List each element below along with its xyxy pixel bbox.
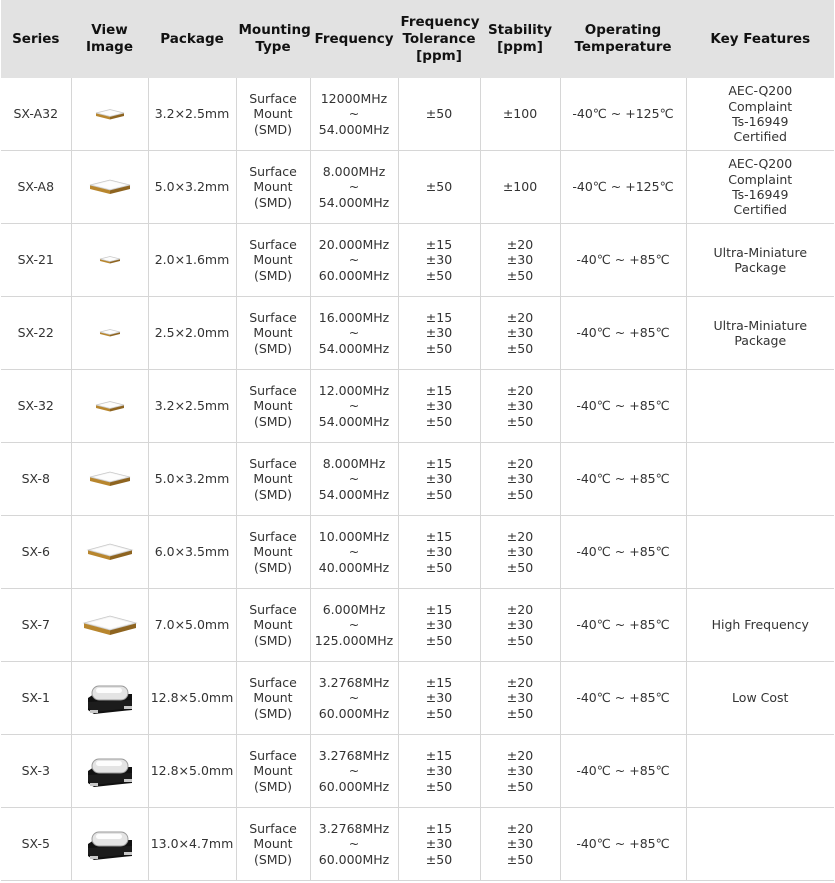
- mounting-type-cell-line: Surface: [249, 675, 297, 691]
- stability-cell-line: ±50: [506, 632, 534, 648]
- frequency-cell: [310, 808, 398, 881]
- frequency-cell: [310, 224, 398, 297]
- mounting-type-cell-line: Surface: [249, 237, 297, 253]
- mounting-type-cell-line: (SMD): [253, 486, 293, 502]
- view-image-cell: [71, 297, 148, 370]
- tolerance-cell-line: ±50: [425, 632, 453, 648]
- frequency-cell-line: 54.000MHz: [318, 486, 390, 502]
- frequency-cell-line: 125.000MHz: [314, 632, 394, 648]
- temperature-cell: -40℃ ~ +85℃: [560, 735, 686, 808]
- view-image-cell: [71, 370, 148, 443]
- key-features-cell: [686, 151, 834, 224]
- temperature-cell: -40℃ ~ +85℃: [560, 370, 686, 443]
- stability-cell: [480, 78, 560, 151]
- table-row: [1, 370, 834, 443]
- temperature-cell: -40℃ ~ +85℃: [560, 516, 686, 589]
- stability-cell: [480, 735, 560, 808]
- frequency-cell: [310, 662, 398, 735]
- series-cell: SX-22: [1, 297, 71, 370]
- temperature-cell: -40℃ ~ +85℃: [560, 808, 686, 881]
- mounting-type-cell-line: (SMD): [253, 559, 293, 575]
- package-cell: 6.0×3.5mm: [148, 516, 236, 589]
- mounting-type-cell-line: Mount: [253, 179, 293, 195]
- key-features-cell: [686, 370, 834, 443]
- view-image-cell: [71, 662, 148, 735]
- mounting-type-cell-line: Surface: [249, 529, 297, 545]
- view-image-cell: [71, 151, 148, 224]
- stability-cell-line: ±100: [502, 106, 538, 122]
- column-header-stability: Stability [ppm]: [480, 0, 560, 78]
- table-row: [1, 516, 834, 589]
- tolerance-cell-line: ±50: [425, 340, 453, 356]
- mounting-type-cell-line: (SMD): [253, 267, 293, 283]
- tolerance-cell: [398, 808, 480, 881]
- mounting-type-cell-line: Mount: [253, 398, 293, 414]
- tolerance-cell-line: ±30: [425, 544, 453, 560]
- table-row: [1, 808, 834, 881]
- key-features-cell: [686, 516, 834, 589]
- tolerance-cell: [398, 151, 480, 224]
- package-cell: 3.2×2.5mm: [148, 78, 236, 151]
- frequency-cell-line: ~: [348, 617, 360, 633]
- frequency-cell-line: ~: [348, 836, 360, 852]
- frequency-cell-line: ~: [348, 398, 360, 414]
- smd-crystal-large-icon: [84, 534, 136, 570]
- smd-crystal-tiny-icon: [96, 323, 124, 343]
- stability-cell-line: ±20: [506, 456, 534, 472]
- key-features-cell: [686, 443, 834, 516]
- hc49-smd-crystal-icon: [84, 826, 136, 862]
- stability-cell: [480, 370, 560, 443]
- frequency-cell: [310, 589, 398, 662]
- hc49-smd-crystal-icon: [84, 753, 136, 789]
- mounting-type-cell-line: Mount: [253, 690, 293, 706]
- stability-cell-line: ±50: [506, 559, 534, 575]
- frequency-cell-line: 20.000MHz: [318, 237, 390, 253]
- smd-crystal-small-icon: [92, 102, 128, 127]
- mounting-type-cell: [236, 808, 310, 881]
- stability-cell: [480, 443, 560, 516]
- stability-cell-line: ±50: [506, 267, 534, 283]
- key-features-cell-line: Certified: [733, 129, 787, 145]
- column-header-frequency: Frequency: [310, 0, 398, 78]
- frequency-cell-line: ~: [348, 179, 360, 195]
- tolerance-cell-line: ±30: [425, 763, 453, 779]
- tolerance-cell-line: ±50: [425, 413, 453, 429]
- key-features-cell-line: AEC-Q200: [728, 83, 793, 99]
- tolerance-cell-line: ±15: [425, 529, 453, 545]
- mounting-type-cell-line: Mount: [253, 544, 293, 560]
- stability-cell-line: ±50: [506, 413, 534, 429]
- frequency-cell-line: 12000MHz: [320, 91, 388, 107]
- tolerance-cell-line: ±50: [425, 179, 453, 195]
- stability-cell: [480, 808, 560, 881]
- series-cell: SX-8: [1, 443, 71, 516]
- stability-cell-line: ±50: [506, 705, 534, 721]
- tolerance-cell-line: ±30: [425, 836, 453, 852]
- column-header-view-image: View Image: [71, 0, 148, 78]
- mounting-type-cell: [236, 443, 310, 516]
- stability-cell-line: ±50: [506, 486, 534, 502]
- tolerance-cell-line: ±15: [425, 383, 453, 399]
- tolerance-cell: [398, 297, 480, 370]
- series-cell: SX-7: [1, 589, 71, 662]
- package-cell: 5.0×3.2mm: [148, 443, 236, 516]
- series-cell: SX-A8: [1, 151, 71, 224]
- tolerance-cell: [398, 443, 480, 516]
- package-cell: 3.2×2.5mm: [148, 370, 236, 443]
- mounting-type-cell: [236, 297, 310, 370]
- stability-cell-line: ±20: [506, 237, 534, 253]
- stability-cell: [480, 589, 560, 662]
- tolerance-cell-line: ±15: [425, 675, 453, 691]
- tolerance-cell-line: ±50: [425, 705, 453, 721]
- frequency-cell: [310, 735, 398, 808]
- view-image-cell: [71, 443, 148, 516]
- stability-cell: [480, 516, 560, 589]
- mounting-type-cell-line: Mount: [253, 617, 293, 633]
- stability-cell-line: ±50: [506, 851, 534, 867]
- series-cell: SX-5: [1, 808, 71, 881]
- tolerance-cell: [398, 78, 480, 151]
- temperature-cell: -40℃ ~ +85℃: [560, 589, 686, 662]
- mounting-type-cell-line: Mount: [253, 325, 293, 341]
- series-cell: SX-6: [1, 516, 71, 589]
- table-body: [1, 78, 834, 881]
- key-features-cell-line: Low Cost: [732, 690, 789, 706]
- key-features-cell: [686, 224, 834, 297]
- key-features-cell: [686, 589, 834, 662]
- stability-cell-line: ±30: [506, 325, 534, 341]
- mounting-type-cell-line: Mount: [253, 471, 293, 487]
- table-row: [1, 151, 834, 224]
- frequency-cell: [310, 78, 398, 151]
- frequency-cell-line: 54.000MHz: [318, 121, 390, 137]
- column-header-operating-temperature: Operating Temperature: [560, 0, 686, 78]
- tolerance-cell-line: ±50: [425, 778, 453, 794]
- mounting-type-cell-line: (SMD): [253, 705, 293, 721]
- stability-cell-line: ±30: [506, 398, 534, 414]
- key-features-cell-line: Ts-16949: [732, 187, 789, 202]
- stability-cell-line: ±20: [506, 529, 534, 545]
- frequency-cell-line: ~: [348, 106, 360, 122]
- mounting-type-cell-line: Mount: [253, 836, 293, 852]
- stability-cell: [480, 224, 560, 297]
- key-features-cell-line: Certified: [733, 202, 787, 218]
- key-features-cell-line: Package: [734, 260, 787, 275]
- key-features-cell: [686, 78, 834, 151]
- mounting-type-cell-line: Mount: [253, 252, 293, 268]
- stability-cell-line: ±30: [506, 617, 534, 633]
- column-header-key-features: Key Features: [686, 0, 834, 78]
- key-features-cell-line: Package: [734, 333, 787, 348]
- table-row: [1, 589, 834, 662]
- frequency-cell-line: 3.2768MHz: [318, 821, 390, 837]
- tolerance-cell-line: ±50: [425, 106, 453, 122]
- table-header-row: [1, 0, 834, 78]
- temperature-cell: -40℃ ~ +85℃: [560, 224, 686, 297]
- tolerance-cell: [398, 516, 480, 589]
- smd-crystal-medium-icon: [86, 463, 134, 495]
- mounting-type-cell-line: Surface: [249, 456, 297, 472]
- frequency-cell-line: 54.000MHz: [318, 194, 390, 210]
- frequency-cell-line: ~: [348, 252, 360, 268]
- view-image-cell: [71, 516, 148, 589]
- stability-cell-line: ±30: [506, 252, 534, 268]
- table-row: [1, 297, 834, 370]
- package-cell: 12.8×5.0mm: [148, 735, 236, 808]
- tolerance-cell: [398, 224, 480, 297]
- frequency-cell: [310, 151, 398, 224]
- stability-cell-line: ±20: [506, 602, 534, 618]
- stability-cell-line: ±20: [506, 383, 534, 399]
- mounting-type-cell-line: (SMD): [253, 778, 293, 794]
- mounting-type-cell: [236, 370, 310, 443]
- view-image-cell: [71, 735, 148, 808]
- tolerance-cell-line: ±50: [425, 559, 453, 575]
- mounting-type-cell-line: (SMD): [253, 413, 293, 429]
- smd-crystal-small-icon: [92, 394, 128, 419]
- tolerance-cell-line: ±30: [425, 617, 453, 633]
- mounting-type-cell-line: Mount: [253, 106, 293, 122]
- mounting-type-cell: [236, 78, 310, 151]
- stability-cell-line: ±20: [506, 675, 534, 691]
- stability-cell: [480, 297, 560, 370]
- mounting-type-cell: [236, 589, 310, 662]
- frequency-cell: [310, 370, 398, 443]
- key-features-cell-line: Ultra-Miniature: [713, 244, 808, 260]
- series-cell: SX-A32: [1, 78, 71, 151]
- frequency-cell: [310, 297, 398, 370]
- key-features-cell-line: Complaint: [728, 98, 793, 114]
- frequency-cell-line: 60.000MHz: [318, 267, 390, 283]
- mounting-type-cell-line: Surface: [249, 164, 297, 180]
- tolerance-cell: [398, 662, 480, 735]
- mounting-type-cell: [236, 516, 310, 589]
- frequency-cell-line: 60.000MHz: [318, 705, 390, 721]
- temperature-cell: -40℃ ~ +125℃: [560, 78, 686, 151]
- smd-crystal-tiny-icon: [96, 250, 124, 270]
- frequency-cell: [310, 516, 398, 589]
- stability-cell-line: ±20: [506, 748, 534, 764]
- series-cell: SX-21: [1, 224, 71, 297]
- tolerance-cell-line: ±15: [425, 310, 453, 326]
- mounting-type-cell-line: (SMD): [253, 121, 293, 137]
- key-features-cell: [686, 297, 834, 370]
- package-cell: 12.8×5.0mm: [148, 662, 236, 735]
- stability-cell: [480, 662, 560, 735]
- mounting-type-cell-line: Surface: [249, 821, 297, 837]
- frequency-cell: [310, 443, 398, 516]
- column-header-series: Series: [1, 0, 71, 78]
- mounting-type-cell-line: Surface: [249, 602, 297, 618]
- frequency-cell-line: 3.2768MHz: [318, 748, 390, 764]
- frequency-cell-line: 6.000MHz: [322, 602, 386, 618]
- stability-cell-line: ±20: [506, 821, 534, 837]
- stability-cell-line: ±50: [506, 778, 534, 794]
- stability-cell-line: ±100: [502, 179, 538, 195]
- key-features-cell-line: Complaint: [728, 171, 793, 187]
- tolerance-cell-line: ±15: [425, 821, 453, 837]
- frequency-cell-line: 54.000MHz: [318, 340, 390, 356]
- view-image-cell: [71, 224, 148, 297]
- frequency-cell-line: ~: [348, 471, 360, 487]
- stability-cell-line: ±30: [506, 836, 534, 852]
- tolerance-cell-line: ±15: [425, 456, 453, 472]
- stability-cell-line: ±30: [506, 763, 534, 779]
- tolerance-cell: [398, 589, 480, 662]
- frequency-cell-line: ~: [348, 763, 360, 779]
- hc49-smd-crystal-icon: [84, 680, 136, 716]
- package-cell: 2.5×2.0mm: [148, 297, 236, 370]
- stability-cell-line: ±50: [506, 340, 534, 356]
- view-image-cell: [71, 589, 148, 662]
- frequency-cell-line: 10.000MHz: [318, 529, 390, 545]
- mounting-type-cell-line: Surface: [249, 383, 297, 399]
- stability-cell-line: ±30: [506, 471, 534, 487]
- mounting-type-cell-line: (SMD): [253, 194, 293, 210]
- mounting-type-cell-line: Surface: [249, 310, 297, 326]
- temperature-cell: -40℃ ~ +85℃: [560, 662, 686, 735]
- column-header-frequency-tolerance: Frequency Tolerance [ppm]: [398, 0, 480, 78]
- mounting-type-cell-line: Surface: [249, 91, 297, 107]
- view-image-cell: [71, 78, 148, 151]
- series-cell: SX-32: [1, 370, 71, 443]
- tolerance-cell: [398, 735, 480, 808]
- frequency-cell-line: 40.000MHz: [318, 559, 390, 575]
- frequency-cell-line: 8.000MHz: [322, 164, 386, 180]
- stability-cell-line: ±30: [506, 544, 534, 560]
- mounting-type-cell-line: (SMD): [253, 851, 293, 867]
- stability-cell-line: ±30: [506, 690, 534, 706]
- tolerance-cell-line: ±30: [425, 252, 453, 268]
- tolerance-cell-line: ±50: [425, 267, 453, 283]
- package-cell: 5.0×3.2mm: [148, 151, 236, 224]
- key-features-cell: [686, 662, 834, 735]
- mounting-type-cell-line: Mount: [253, 763, 293, 779]
- series-cell: SX-1: [1, 662, 71, 735]
- frequency-cell-line: 12.000MHz: [318, 383, 390, 399]
- mounting-type-cell: [236, 735, 310, 808]
- frequency-cell-line: ~: [348, 325, 360, 341]
- mounting-type-cell: [236, 224, 310, 297]
- key-features-cell-line: High Frequency: [711, 617, 809, 633]
- table-row: [1, 443, 834, 516]
- tolerance-cell-line: ±30: [425, 471, 453, 487]
- column-header-mounting-type: Mounting Type: [236, 0, 310, 78]
- mounting-type-cell-line: (SMD): [253, 632, 293, 648]
- tolerance-cell-line: ±50: [425, 851, 453, 867]
- tolerance-cell-line: ±15: [425, 602, 453, 618]
- smd-crystal-medium-icon: [86, 171, 134, 203]
- stability-cell: [480, 151, 560, 224]
- key-features-cell: [686, 808, 834, 881]
- table-row: [1, 662, 834, 735]
- tolerance-cell: [398, 370, 480, 443]
- table-row: [1, 224, 834, 297]
- mounting-type-cell-line: (SMD): [253, 340, 293, 356]
- frequency-cell-line: 3.2768MHz: [318, 675, 390, 691]
- tolerance-cell-line: ±30: [425, 398, 453, 414]
- tolerance-cell-line: ±30: [425, 325, 453, 341]
- stability-cell-line: ±20: [506, 310, 534, 326]
- frequency-cell-line: 60.000MHz: [318, 851, 390, 867]
- frequency-cell-line: 54.000MHz: [318, 413, 390, 429]
- package-cell: 13.0×4.7mm: [148, 808, 236, 881]
- package-cell: 2.0×1.6mm: [148, 224, 236, 297]
- series-cell: SX-3: [1, 735, 71, 808]
- key-features-cell-line: Ultra-Miniature: [713, 317, 808, 333]
- mounting-type-cell: [236, 151, 310, 224]
- frequency-cell-line: 8.000MHz: [322, 456, 386, 472]
- temperature-cell: -40℃ ~ +85℃: [560, 297, 686, 370]
- frequency-cell-line: ~: [348, 690, 360, 706]
- key-features-cell: [686, 735, 834, 808]
- mounting-type-cell-line: Surface: [249, 748, 297, 764]
- table-row: [1, 78, 834, 151]
- mounting-type-cell: [236, 662, 310, 735]
- frequency-cell-line: 60.000MHz: [318, 778, 390, 794]
- table-row: [1, 735, 834, 808]
- column-header-package: Package: [148, 0, 236, 78]
- smd-crystal-xlarge-icon: [80, 605, 140, 646]
- temperature-cell: -40℃ ~ +125℃: [560, 151, 686, 224]
- product-spec-table: [1, 0, 834, 881]
- tolerance-cell-line: ±15: [425, 237, 453, 253]
- key-features-cell-line: Ts-16949: [732, 114, 789, 129]
- tolerance-cell-line: ±15: [425, 748, 453, 764]
- temperature-cell: -40℃ ~ +85℃: [560, 443, 686, 516]
- key-features-cell-line: AEC-Q200: [728, 156, 793, 172]
- tolerance-cell-line: ±50: [425, 486, 453, 502]
- package-cell: 7.0×5.0mm: [148, 589, 236, 662]
- tolerance-cell-line: ±30: [425, 690, 453, 706]
- frequency-cell-line: ~: [348, 544, 360, 560]
- frequency-cell-line: 16.000MHz: [318, 310, 390, 326]
- view-image-cell: [71, 808, 148, 881]
